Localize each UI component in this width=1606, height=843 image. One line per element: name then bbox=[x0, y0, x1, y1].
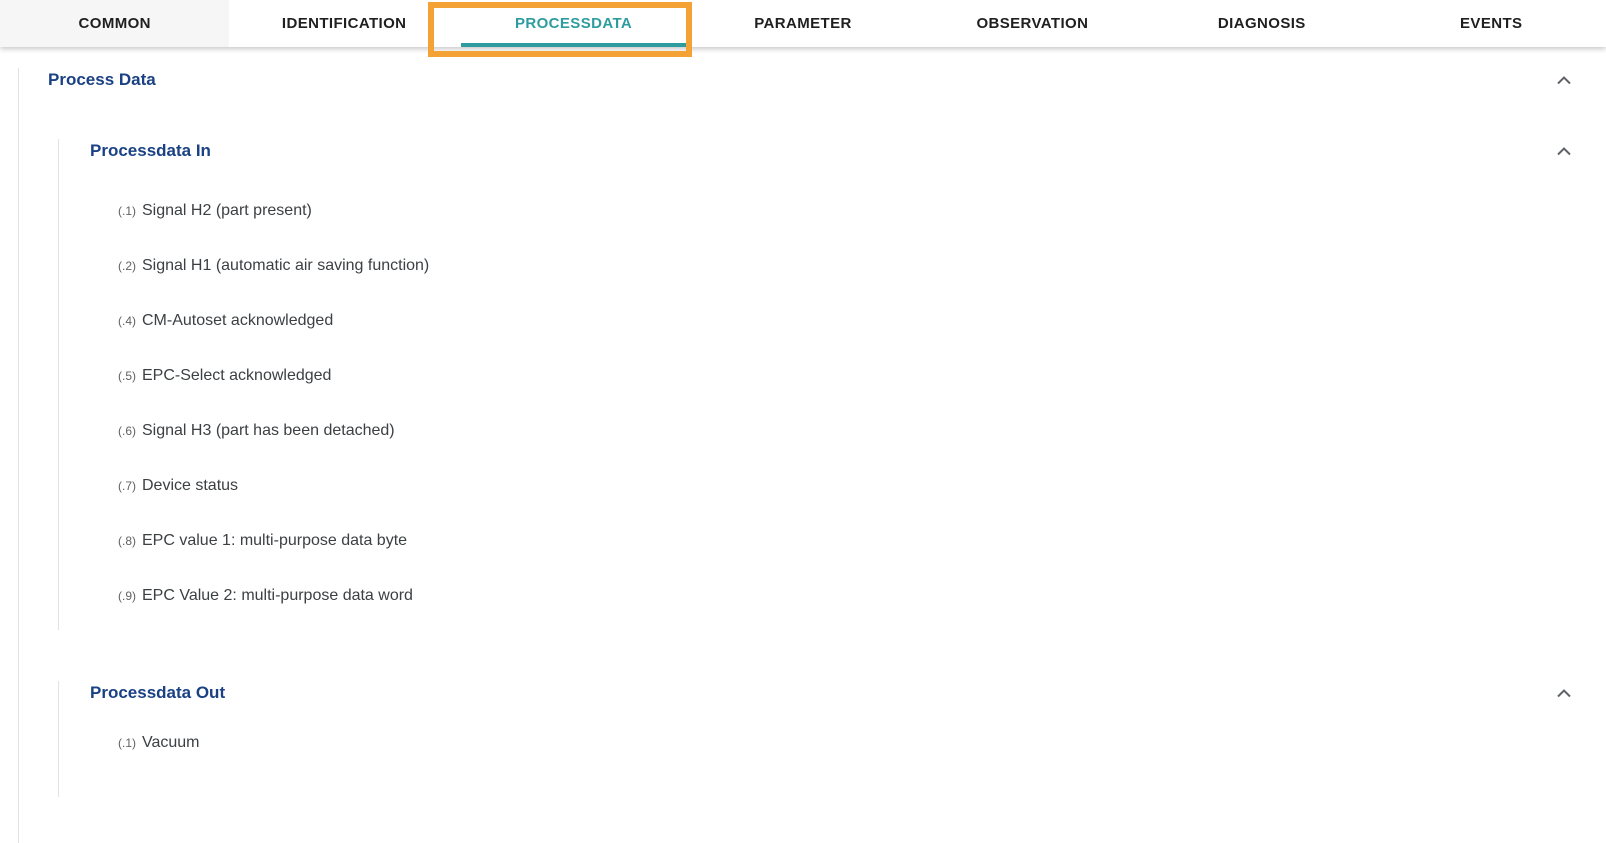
tab-bar bbox=[0, 0, 1606, 47]
processdata-out-list bbox=[90, 715, 1606, 770]
item-index: (.9) bbox=[118, 588, 136, 603]
group-title: Processdata In bbox=[90, 141, 211, 160]
tab-observation[interactable]: OBSERVATION bbox=[976, 15, 1089, 32]
group-processdata-out bbox=[58, 681, 1606, 797]
item-index: (.8) bbox=[118, 533, 136, 548]
item-index: (.5) bbox=[118, 368, 136, 383]
item-index: (.1) bbox=[118, 203, 136, 218]
list-item[interactable] bbox=[118, 293, 1606, 348]
list-item[interactable] bbox=[118, 715, 1606, 770]
item-label: EPC value 1: multi-purpose data byte bbox=[142, 531, 408, 549]
item-label: Vacuum bbox=[142, 733, 200, 751]
processdata-in-header[interactable] bbox=[90, 139, 1606, 163]
tab-diagnosis[interactable]: DIAGNOSIS bbox=[1217, 15, 1306, 32]
item-label: CM-Autoset acknowledged bbox=[142, 311, 334, 329]
item-label: Device status bbox=[142, 476, 239, 494]
item-index: (.4) bbox=[118, 313, 136, 328]
list-item[interactable] bbox=[118, 238, 1606, 293]
tab-processdata[interactable]: PROCESSDATA bbox=[459, 0, 688, 47]
chevron-up-icon[interactable] bbox=[1556, 75, 1572, 85]
list-item[interactable] bbox=[118, 183, 1606, 238]
chevron-up-icon[interactable] bbox=[1556, 146, 1572, 156]
list-item[interactable] bbox=[118, 513, 1606, 568]
tab-events[interactable]: EVENTS bbox=[1460, 15, 1523, 32]
processdata-in-list bbox=[90, 183, 1606, 623]
item-index: (.7) bbox=[118, 478, 136, 493]
item-index: (.2) bbox=[118, 258, 136, 273]
tab-identification[interactable]: IDENTIFICATION bbox=[281, 15, 407, 32]
item-label: Signal H1 (automatic air saving function) bbox=[142, 256, 430, 274]
list-item[interactable] bbox=[118, 568, 1606, 623]
section-process-data bbox=[18, 68, 1606, 843]
item-label: EPC Value 2: multi-purpose data word bbox=[142, 586, 413, 604]
tab-common[interactable]: COMMON bbox=[0, 0, 229, 47]
item-label: Signal H2 (part present) bbox=[142, 201, 312, 219]
group-processdata-in bbox=[58, 139, 1606, 630]
item-index: (.6) bbox=[118, 423, 136, 438]
item-index: (.1) bbox=[118, 735, 136, 750]
chevron-up-icon[interactable] bbox=[1556, 688, 1572, 698]
processdata-panel bbox=[0, 68, 1606, 843]
process-data-header[interactable] bbox=[48, 68, 1606, 92]
list-item[interactable] bbox=[118, 403, 1606, 458]
item-label: Signal H3 (part has been detached) bbox=[142, 421, 395, 439]
group-title: Processdata Out bbox=[90, 683, 226, 702]
list-item[interactable] bbox=[118, 458, 1606, 513]
list-item[interactable] bbox=[118, 348, 1606, 403]
page-title: Process Data bbox=[48, 70, 156, 89]
tab-parameter[interactable]: PARAMETER bbox=[754, 15, 852, 32]
processdata-out-header[interactable] bbox=[90, 681, 1606, 705]
item-label: EPC-Select acknowledged bbox=[142, 366, 332, 384]
